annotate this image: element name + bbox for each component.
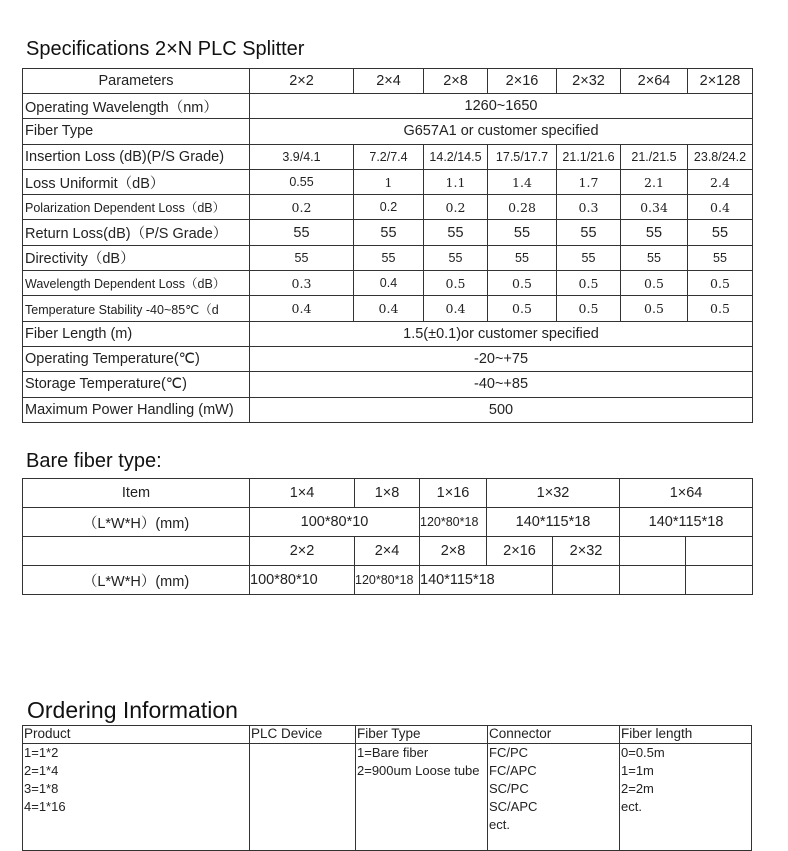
list-item: 1=Bare fiber <box>357 745 429 760</box>
param-label: Polarization Dependent Loss（dB） <box>23 195 250 220</box>
param-label: Storage Temperature(℃) <box>23 372 250 397</box>
param-value: 0.4 <box>250 296 354 321</box>
param-value: 0.5 <box>488 296 557 321</box>
table-row <box>23 119 753 144</box>
table-row <box>23 321 753 346</box>
param-value: 1260~1650 <box>250 94 753 119</box>
table-cell: 1×8 <box>355 479 420 508</box>
param-label: Maximum Power Handling (mW) <box>23 397 250 422</box>
ordering-header-row <box>23 726 752 744</box>
bare-fiber-table <box>22 478 753 595</box>
param-value: 0.4 <box>688 195 753 220</box>
param-label: Temperature Stability -40~85℃（d <box>23 296 250 321</box>
header-cell: 2×4 <box>354 69 424 94</box>
header-cell: 2×128 <box>688 69 753 94</box>
table-cell: 140*115*18 <box>620 508 753 537</box>
header-cell: Product <box>23 726 250 744</box>
param-value: 17.5/17.7 <box>488 144 557 169</box>
header-cell: Fiber length <box>620 726 752 744</box>
list-item: 1=1*2 <box>24 745 59 760</box>
param-label: Operating Temperature(℃) <box>23 346 250 371</box>
param-label: Wavelength Dependent Loss（dB） <box>23 271 250 296</box>
param-value: 0.28 <box>488 195 557 220</box>
ordering-title: Ordering Information <box>27 697 238 723</box>
param-value: 7.2/7.4 <box>354 144 424 169</box>
table-cell: 2×16 <box>487 537 553 566</box>
table-row <box>23 144 753 169</box>
table-row <box>23 566 753 595</box>
bare-fiber-title: Bare fiber type: <box>26 450 162 472</box>
table-cell: （L*W*H）(mm) <box>23 566 250 595</box>
table-row <box>23 94 753 119</box>
table-cell: 1×16 <box>420 479 487 508</box>
table-row <box>23 195 753 220</box>
table-row <box>23 537 753 566</box>
connector-options <box>488 744 620 851</box>
param-value: 1.1 <box>424 169 488 194</box>
param-value: 1.7 <box>557 169 621 194</box>
param-value: 55 <box>250 220 354 245</box>
table-cell <box>620 566 686 595</box>
table-cell: 2×32 <box>553 537 620 566</box>
table-cell <box>620 537 686 566</box>
table-cell: 1×64 <box>620 479 753 508</box>
product-options <box>23 744 250 851</box>
param-value: 0.3 <box>557 195 621 220</box>
param-value: 55 <box>621 245 688 270</box>
param-value: 0.5 <box>424 271 488 296</box>
table-cell: 2×4 <box>355 537 420 566</box>
table-row <box>23 271 753 296</box>
table-cell <box>553 566 620 595</box>
param-value: 0.5 <box>688 271 753 296</box>
list-item: ect. <box>489 817 510 832</box>
table-cell: 120*80*18 <box>420 508 487 537</box>
param-value: -20~+75 <box>250 346 753 371</box>
param-value: 0.5 <box>688 296 753 321</box>
param-value: 0.5 <box>621 271 688 296</box>
param-value: 0.2 <box>354 195 424 220</box>
header-cell: 2×16 <box>488 69 557 94</box>
spec-table <box>22 68 753 423</box>
fiber-type-options <box>356 744 488 851</box>
table-cell: 1×32 <box>487 479 620 508</box>
param-value: 1.5(±0.1)or customer specified <box>250 321 753 346</box>
param-value: 0.5 <box>621 296 688 321</box>
table-cell <box>686 566 753 595</box>
table-cell <box>23 537 250 566</box>
param-label: Operating Wavelength（nm） <box>23 94 250 119</box>
param-value: 14.2/14.5 <box>424 144 488 169</box>
param-value: 55 <box>354 220 424 245</box>
table-cell: 2×8 <box>420 537 487 566</box>
param-label: Return Loss(dB)（P/S Grade） <box>23 220 250 245</box>
table-row <box>23 372 753 397</box>
list-item: 0=0.5m <box>621 745 665 760</box>
param-value: 500 <box>250 397 753 422</box>
table-row <box>23 245 753 270</box>
param-value: 55 <box>621 220 688 245</box>
param-label: Fiber Type <box>23 119 250 144</box>
fiber-length-options <box>620 744 752 851</box>
param-value: 0.2 <box>424 195 488 220</box>
list-item: SC/APC <box>489 799 538 814</box>
param-value: 0.5 <box>557 271 621 296</box>
param-value: 21.1/21.6 <box>557 144 621 169</box>
param-value: 0.2 <box>250 195 354 220</box>
param-value: 21./21.5 <box>621 144 688 169</box>
table-cell: 140*115*18 <box>420 566 553 595</box>
spec-title: Specifications 2×N PLC Splitter <box>26 38 305 60</box>
header-cell: Parameters <box>23 69 250 94</box>
param-value: -40~+85 <box>250 372 753 397</box>
list-item: 3=1*8 <box>24 781 59 796</box>
header-cell: 2×64 <box>621 69 688 94</box>
header-cell: Connector <box>488 726 620 744</box>
list-item: 2=900um Loose tube <box>357 763 480 778</box>
param-value: 0.5 <box>488 271 557 296</box>
param-value: 55 <box>424 220 488 245</box>
param-value: 55 <box>557 245 621 270</box>
header-cell: 2×8 <box>424 69 488 94</box>
param-value: 2.4 <box>688 169 753 194</box>
table-row <box>23 220 753 245</box>
param-value: 0.55 <box>250 169 354 194</box>
param-value: 55 <box>424 245 488 270</box>
table-row <box>23 397 753 422</box>
header-cell: 2×2 <box>250 69 354 94</box>
param-value: 0.4 <box>354 271 424 296</box>
param-value: 55 <box>354 245 424 270</box>
ordering-body-row <box>23 744 752 851</box>
table-cell: 120*80*18 <box>355 566 420 595</box>
param-label: Loss Uniformit（dB） <box>23 169 250 194</box>
param-value: 2.1 <box>621 169 688 194</box>
param-value: 0.3 <box>250 271 354 296</box>
param-value: 55 <box>688 220 753 245</box>
spec-header-row <box>23 69 753 94</box>
table-cell: 2×2 <box>250 537 355 566</box>
plc-device-options <box>250 744 356 851</box>
table-cell: 100*80*10 <box>250 566 355 595</box>
table-row <box>23 346 753 371</box>
param-value: 55 <box>557 220 621 245</box>
param-value: 55 <box>488 220 557 245</box>
list-item: ect. <box>621 799 642 814</box>
list-item: FC/PC <box>489 745 528 760</box>
table-cell <box>686 537 753 566</box>
table-row <box>23 169 753 194</box>
param-value: 1 <box>354 169 424 194</box>
ordering-table <box>22 725 752 851</box>
table-row <box>23 296 753 321</box>
header-cell: 2×32 <box>557 69 621 94</box>
header-cell: Fiber Type <box>356 726 488 744</box>
param-value: G657A1 or customer specified <box>250 119 753 144</box>
param-value: 0.4 <box>354 296 424 321</box>
header-cell: PLC Device <box>250 726 356 744</box>
param-label: Fiber Length (m) <box>23 321 250 346</box>
param-value: 23.8/24.2 <box>688 144 753 169</box>
param-value: 0.34 <box>621 195 688 220</box>
param-label: Insertion Loss (dB)(P/S Grade) <box>23 144 250 169</box>
list-item: 4=1*16 <box>24 799 66 814</box>
list-item: FC/APC <box>489 763 537 778</box>
table-cell: 140*115*18 <box>487 508 620 537</box>
table-cell: Item <box>23 479 250 508</box>
table-cell: 1×4 <box>250 479 355 508</box>
table-row <box>23 479 753 508</box>
param-value: 0.4 <box>424 296 488 321</box>
param-label: Directivity（dB） <box>23 245 250 270</box>
list-item: SC/PC <box>489 781 529 796</box>
param-value: 55 <box>488 245 557 270</box>
table-cell: （L*W*H）(mm) <box>23 508 250 537</box>
param-value: 3.9/4.1 <box>250 144 354 169</box>
param-value: 1.4 <box>488 169 557 194</box>
param-value: 0.5 <box>557 296 621 321</box>
list-item: 1=1m <box>621 763 654 778</box>
list-item: 2=2m <box>621 781 654 796</box>
table-row <box>23 508 753 537</box>
table-cell: 100*80*10 <box>250 508 420 537</box>
param-value: 55 <box>688 245 753 270</box>
list-item: 2=1*4 <box>24 763 59 778</box>
param-value: 55 <box>250 245 354 270</box>
